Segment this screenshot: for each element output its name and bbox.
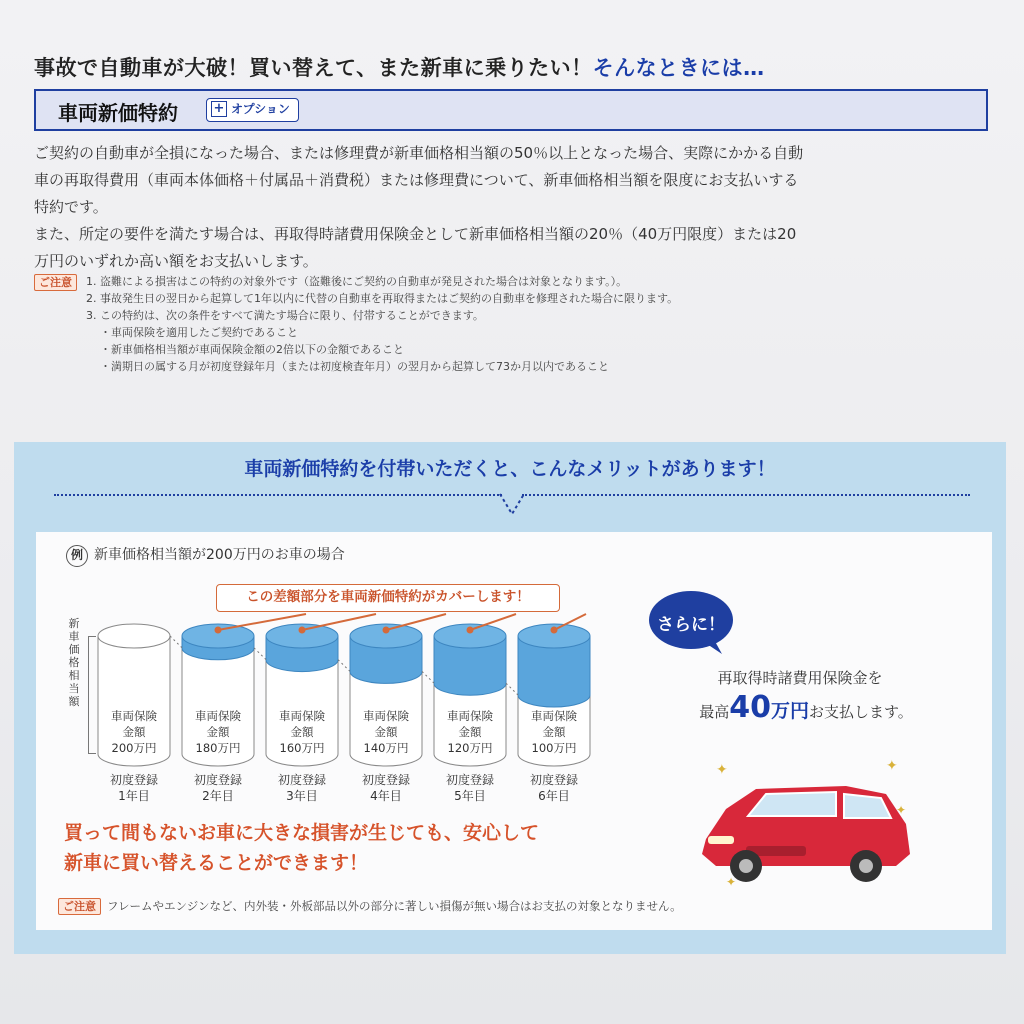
notice-subitem: ・満期日の属する月が初度登録年月（または初度検査年月）の翌月から起算して73か月以内であること [100,360,609,373]
example-text: 新車価格相当額が200万円のお車の場合 [94,547,345,563]
registration-year-label: 初度登録 1年目 [109,773,158,803]
example-mark: 例 [66,545,88,567]
dotted-connector [338,660,350,672]
dotted-divider-left [54,494,502,496]
extra-unit: 万円 [770,700,809,722]
notice-item: 1. 盗難による損害はこの特約の対象外です（盗難後にご契約の自動車が発見された場合は対象となります。）。 [86,275,628,288]
svg-text:✦: ✦ [896,803,907,817]
notice-subitem: ・車両保険を適用したご契約であること [100,326,298,339]
bottom-notice-tag: ご注意 [58,898,101,915]
svg-text:✦: ✦ [886,758,898,774]
extra-benefit-line-2: 最高40万円お支払します。 [699,690,913,725]
cylinder-amount-label: 車両保険 金額 140万円 [363,709,409,755]
coverage-callout: この差額部分を車両新価特約がカバーします！ [216,584,560,612]
headline-main: 事故で自動車が大破！買い替えて、また新車に乗りたい！ [34,56,593,80]
dotted-divider-right [522,494,970,496]
cylinder-amount-label: 車両保険 金額 200万円 [111,709,157,755]
section-title-bar [34,89,988,131]
dotted-connector [170,636,182,648]
bottom-notice [58,898,682,915]
arrow-head [299,627,306,634]
cylinder-amount-label: 車両保険 金額 100万円 [531,709,577,755]
arrow-head [551,627,558,634]
svg-text:✦: ✦ [726,875,737,889]
headline [34,52,994,82]
cylinder-amount-label: 車両保険 金額 120万円 [447,709,493,755]
option-badge-label: オプション [231,102,290,116]
registration-year-label: 初度登録 5年目 [445,773,494,803]
notice-subitem: ・新車価格相当額が車両保険金額の2倍以下の金額であること [100,343,404,356]
registration-year-label: 初度登録 4年目 [361,773,410,803]
notice-item: 2. 事故発生日の翌日から起算して1年以内に代替の自動車を再取得またはご契約の自動車を修理された場合に限ります。 [86,292,679,305]
registration-year-label: 初度登録 6年目 [529,773,578,803]
benefit-panel [14,442,1006,954]
plus-icon: + [211,101,227,117]
reassurance-message [64,818,624,878]
reassurance-line-1: 買って間もないお車に大きな損害が生じても、安心して [64,822,540,844]
description-paragraph-1: ご契約の自動車が全損になった場合、または修理費が新車価格相当額の50％以上となった場合、実際にかかる自動車の再取得費用（車両本体価格＋付属品＋消費税）または修理費について、新車価格相当額を限度にお支払いする特約です。 [34,144,804,216]
arrow-head [215,627,222,634]
dotted-connector [422,671,434,683]
reassurance-line-2: 新車に買い替えることができます！ [64,852,369,874]
cylinder-amount-label: 車両保険 金額 180万円 [195,709,241,755]
arrow-head [383,627,390,634]
bottom-notice-text: フレームやエンジンなど、内外装・外板部品以外の部分に著しい損傷が無い場合はお支払の対象となりません。 [107,899,682,913]
example-card [36,532,992,930]
extra-amount: 40 [729,690,771,725]
arrow-icon [386,614,446,630]
sara-label: さらに！ [657,615,725,635]
headline-accent: そんなときには… [592,56,765,80]
section-title: 車両新価特約 [58,101,178,125]
dotted-connector [506,683,518,695]
notice-list [86,273,706,375]
chevron-down-icon [498,492,526,522]
vertical-axis-label: 新車価格相当額 [68,617,80,708]
dotted-connector [254,648,266,660]
arrow-head [467,627,474,634]
description-paragraph-2: また、所定の要件を満たす場合は、再取得時諸費用保険金として新車価格相当額の20％（40万円限度）または20万円のいずれか高い額をお支払いします。 [34,225,797,270]
notice-item: 3. この特約は、次の条件をすべて満たす場合に限り、付帯することができます。 [86,309,484,322]
registration-year-label: 初度登録 3年目 [277,773,326,803]
svg-text:✦: ✦ [716,762,728,778]
benefit-title: 車両新価特約を付帯いただくと、こんなメリットがあります！ [244,458,776,480]
notice-tag: ご注意 [34,274,77,291]
option-badge [206,98,299,122]
cylinder-amount-label: 車両保険 金額 160万円 [279,709,325,755]
registration-year-label: 初度登録 2年目 [193,773,242,803]
extra-benefit-line-1: 再取得時諸費用保険金を [717,669,883,687]
cylinder-diagram [36,532,636,812]
red-car-illustration [686,754,936,894]
